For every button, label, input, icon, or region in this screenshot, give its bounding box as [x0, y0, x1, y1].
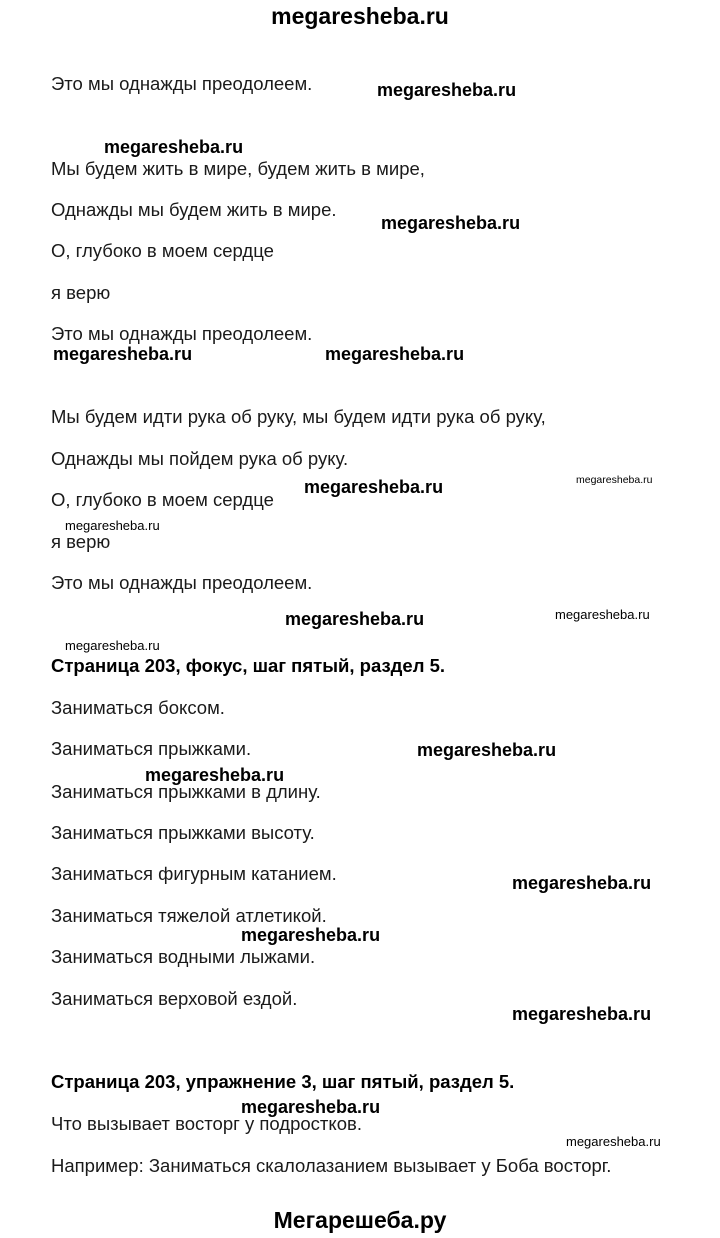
watermark: megaresheba.ru — [65, 638, 160, 653]
text-line: Что вызывает восторг у подростков. — [51, 1113, 362, 1134]
watermark: megaresheba.ru — [145, 765, 285, 785]
watermark: megaresheba.ru — [325, 344, 465, 364]
text-line: Заниматься прыжками. — [51, 738, 252, 759]
text-line: Мы будем идти рука об руку, мы будем идти рука об руку, — [51, 406, 546, 427]
text-line: О, глубоко в моем сердце — [51, 240, 274, 261]
watermark: megaresheba.ru — [381, 213, 521, 233]
watermark: megaresheba.ru — [53, 344, 193, 364]
watermark: megaresheba.ru — [285, 609, 425, 629]
watermark: megaresheba.ru — [576, 474, 653, 486]
text-line: Однажды мы будем жить в мире. — [51, 199, 337, 220]
text-line: Это мы однажды преодолеем. — [51, 572, 313, 593]
text-line: Заниматься прыжками высоту. — [51, 822, 315, 843]
watermark: megaresheba.ru — [241, 1097, 381, 1117]
text-line: Мы будем жить в мире, будем жить в мире, — [51, 158, 425, 179]
text-line: Заниматься боксом. — [51, 697, 225, 718]
watermark: megaresheba.ru — [377, 80, 517, 100]
site-header-title: megaresheba.ru — [271, 3, 449, 29]
text-line: Заниматься водными лыжами. — [51, 946, 316, 967]
text-line: Однажды мы пойдем рука об руку. — [51, 448, 349, 469]
watermark: megaresheba.ru — [241, 925, 381, 945]
text-line: я верю — [51, 531, 111, 552]
watermark: megaresheba.ru — [512, 873, 652, 893]
text-line: Это мы однажды преодолеем. — [51, 323, 313, 344]
text-line: Это мы однажды преодолеем. — [51, 73, 313, 94]
text-line: я верю — [51, 282, 111, 303]
watermark: megaresheba.ru — [65, 518, 160, 533]
watermark: megaresheba.ru — [555, 607, 650, 622]
site-footer-title: Мегарешеба.ру — [273, 1207, 447, 1233]
watermark: megaresheba.ru — [417, 740, 557, 760]
text-line: Заниматься фигурным катанием. — [51, 863, 337, 884]
text-line: Заниматься тяжелой атлетикой. — [51, 905, 327, 926]
text-line: Заниматься прыжками в длину. — [51, 781, 321, 802]
watermark: megaresheba.ru — [104, 137, 244, 157]
text-line: О, глубоко в моем сердце — [51, 489, 274, 510]
watermark: megaresheba.ru — [512, 1004, 652, 1024]
text-line: Заниматься верховой ездой. — [51, 988, 298, 1009]
watermark: megaresheba.ru — [304, 477, 444, 497]
text-line: Например: Заниматься скалолазанием вызывает у Боба восторг. — [51, 1155, 612, 1176]
section-heading: Страница 203, упражнение 3, шаг пятый, раздел 5. — [51, 1071, 515, 1092]
section-heading: Страница 203, фокус, шаг пятый, раздел 5. — [51, 655, 446, 676]
watermark: megaresheba.ru — [566, 1134, 661, 1149]
